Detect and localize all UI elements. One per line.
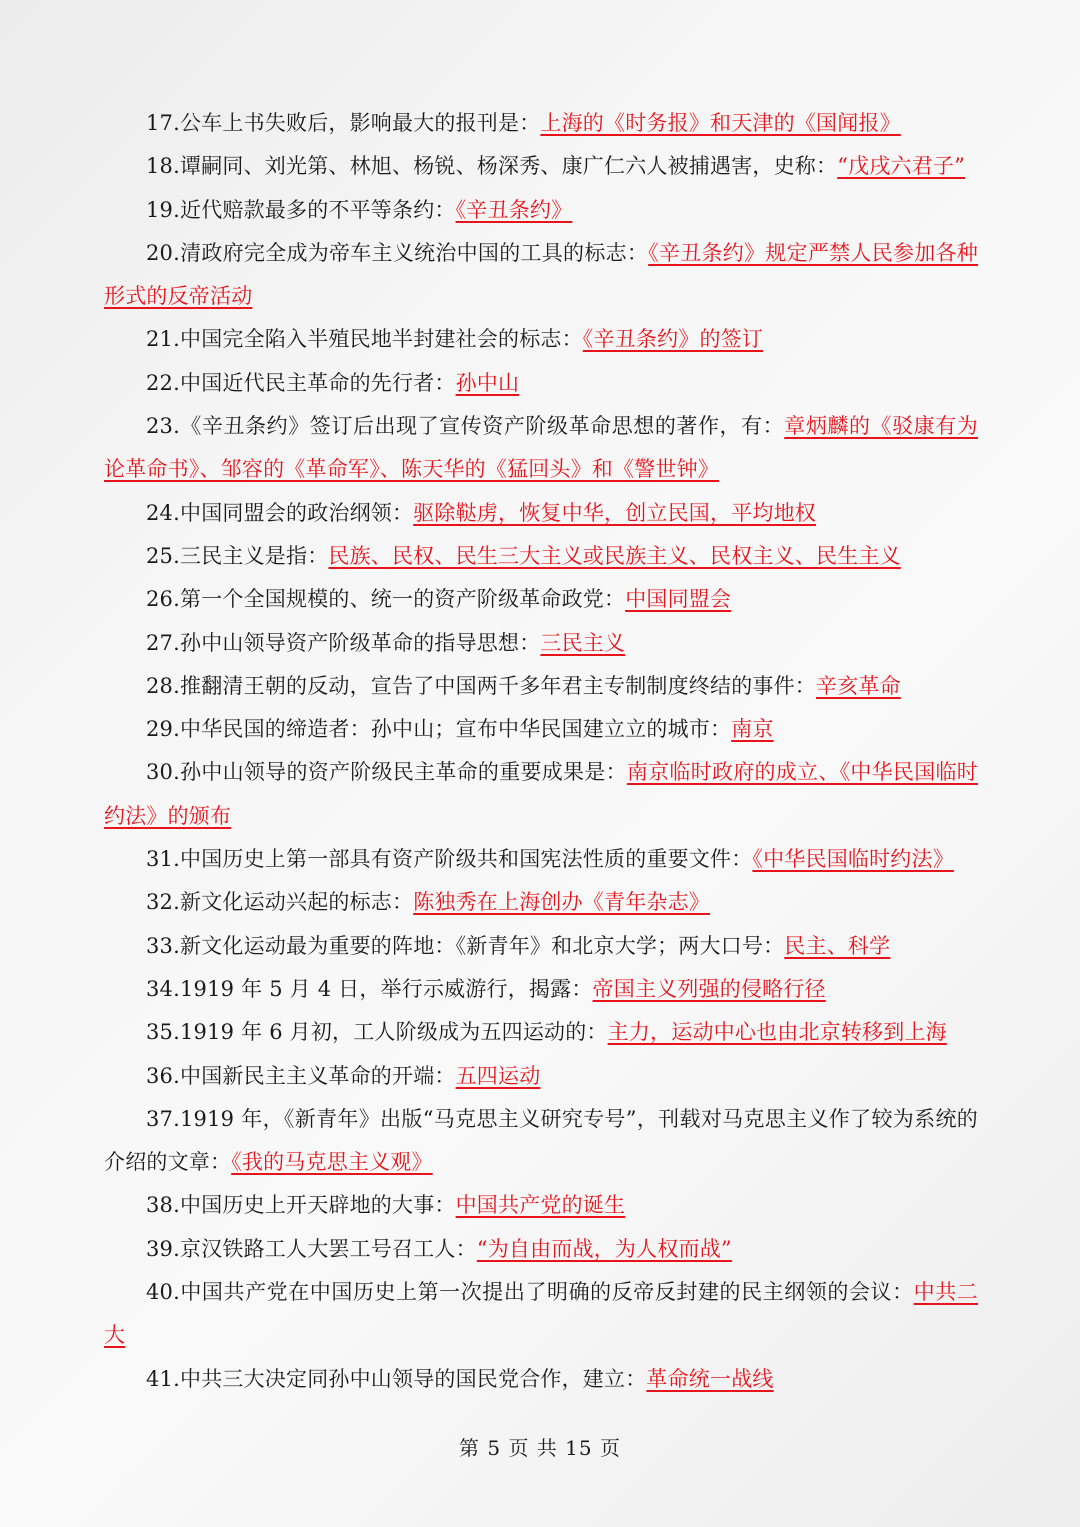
answer-text: 《辛丑条约》 bbox=[455, 197, 573, 222]
question-text: 19.近代赔款最多的不平等条约： bbox=[146, 197, 456, 222]
question-text: 33.新文化运动最为重要的阵地：《新青年》和北京大学；两大口号： bbox=[146, 933, 785, 958]
question-text: 41.中共三大决定同孙中山领导的国民党合作，建立： bbox=[146, 1366, 647, 1391]
question-item bbox=[104, 1228, 978, 1271]
question-item bbox=[104, 925, 978, 968]
answer-text: “戊戌六君子” bbox=[837, 154, 966, 179]
question-text: 29.中华民国的缔造者：孙中山；宣布中华民国建立立的城市： bbox=[146, 717, 732, 742]
answer-text: 中国共产党的诞生 bbox=[455, 1193, 626, 1218]
question-item bbox=[104, 1271, 978, 1358]
answer-text: 《辛丑条约》规定严禁人民参加各种形式的反帝活动 bbox=[104, 240, 978, 309]
question-item bbox=[104, 881, 978, 924]
question-text: 34.1919 年 5 月 4 日，举行示威游行，揭露： bbox=[146, 976, 593, 1001]
question-text: 21.中国完全陷入半殖民地半封建社会的标志： bbox=[146, 327, 583, 352]
answer-text: 章炳麟的《驳康有为论革命书》、邹容的《革命军》、陈天华的《猛回头》和《警世钟》 bbox=[104, 414, 978, 482]
question-text: 20.清政府完全成为帝车主义统治中国的工具的标志： bbox=[146, 240, 649, 265]
question-text: 24.中国同盟会的政治纲领： bbox=[146, 500, 414, 525]
question-item bbox=[104, 189, 978, 232]
question-text: 38.中国历史上开天辟地的大事： bbox=[146, 1193, 456, 1218]
answer-text: 革命统一战线 bbox=[646, 1366, 774, 1391]
answer-text: 五四运动 bbox=[455, 1063, 541, 1088]
question-item bbox=[104, 578, 978, 621]
question-text: 39.京汉铁路工人大罢工号召工人： bbox=[146, 1236, 477, 1261]
question-item bbox=[104, 405, 978, 492]
answer-text: 《我的马克思主义观》 bbox=[231, 1150, 433, 1175]
question-text: 36.中国新民主主义革命的开端： bbox=[146, 1063, 456, 1088]
answer-text: 中共二大 bbox=[104, 1280, 978, 1348]
question-text: 37.1919 年，《新青年》出版“马克思主义研究专号”，刊载对马克思主义作了较为系统的介绍的文章： bbox=[104, 1106, 978, 1175]
answer-text: 南京 bbox=[731, 717, 774, 742]
page-number-footer: 第 5 页 共 15 页 bbox=[459, 1436, 621, 1460]
question-item bbox=[104, 838, 978, 881]
question-item bbox=[104, 232, 978, 319]
question-text: 23.《辛丑条约》签订后出现了宣传资产阶级革命思想的著作，有： bbox=[146, 414, 785, 439]
answer-text: 辛亥革命 bbox=[816, 673, 901, 698]
question-item bbox=[104, 708, 978, 751]
question-text: 17.公车上书失败后，影响最大的报刊是： bbox=[146, 111, 541, 135]
question-text: 30.孙中山领导的资产阶级民主革命的重要成果是： bbox=[146, 760, 627, 785]
question-item bbox=[104, 102, 978, 145]
question-item bbox=[104, 362, 978, 405]
question-item bbox=[104, 145, 978, 188]
question-text: 31.中国历史上第一部具有资产阶级共和国宪法性质的重要文件： bbox=[146, 847, 753, 872]
question-item bbox=[104, 535, 978, 578]
answer-text: 帝国主义列强的侵略行径 bbox=[592, 976, 826, 1001]
question-item bbox=[104, 968, 978, 1011]
question-text: 28.推翻清王朝的反动，宣告了中国两千多年君主专制制度终结的事件： bbox=[146, 673, 816, 698]
question-item bbox=[104, 1011, 978, 1054]
question-item bbox=[104, 318, 978, 361]
question-text: 40.中国共产党在中国历史上第一次提出了明确的反帝反封建的民主纲领的会议： bbox=[146, 1280, 914, 1305]
question-item bbox=[104, 1098, 978, 1185]
answer-text: 三民主义 bbox=[540, 630, 626, 655]
answer-text: 陈独秀在上海创办《青年杂志》 bbox=[413, 890, 711, 915]
question-list bbox=[104, 102, 978, 1401]
answer-text: 《辛丑条约》的签订 bbox=[582, 327, 764, 352]
question-text: 26.第一个全国规模的、统一的资产阶级革命政党： bbox=[146, 587, 626, 612]
question-text: 35.1919 年 6 月初，工人阶级成为五四运动的： bbox=[146, 1020, 608, 1045]
question-text: 18.谭嗣同、刘光第、林旭、杨锐、杨深秀、康广仁六人被捕遇害，史称： bbox=[146, 154, 838, 179]
answer-text: 《中华民国临时约法》 bbox=[752, 847, 954, 872]
question-item bbox=[104, 1184, 978, 1227]
question-text: 32.新文化运动兴起的标志： bbox=[146, 890, 414, 915]
answer-text: 中国同盟会 bbox=[625, 587, 732, 612]
answer-text: “为自由而战，为人权而战” bbox=[476, 1236, 732, 1261]
answer-text: 驱除鞑虏，恢复中华，创立民国，平均地权 bbox=[413, 500, 817, 525]
question-text: 22.中国近代民主革命的先行者： bbox=[146, 370, 456, 395]
answer-text: 民主、科学 bbox=[784, 933, 891, 958]
answer-text: 南京临时政府的成立、《中华民国临时约法》的颁布 bbox=[104, 760, 978, 828]
question-text: 25.三民主义是指： bbox=[146, 543, 329, 568]
question-item bbox=[104, 1055, 978, 1098]
question-item bbox=[104, 492, 978, 535]
answer-text: 孙中山 bbox=[455, 370, 520, 395]
answer-text: 民族、民权、民生三大主义或民族主义、民权主义、民生主义 bbox=[328, 543, 901, 568]
question-item bbox=[104, 751, 978, 838]
question-text: 27.孙中山领导资产阶级革命的指导思想： bbox=[146, 630, 541, 655]
question-item bbox=[104, 622, 978, 665]
answer-text: 上海的《时务报》和天津的《国闻报》 bbox=[540, 111, 901, 135]
question-item bbox=[104, 665, 978, 708]
question-item bbox=[104, 1358, 978, 1401]
answer-text: 主力，运动中心也由北京转移到上海 bbox=[607, 1020, 947, 1045]
